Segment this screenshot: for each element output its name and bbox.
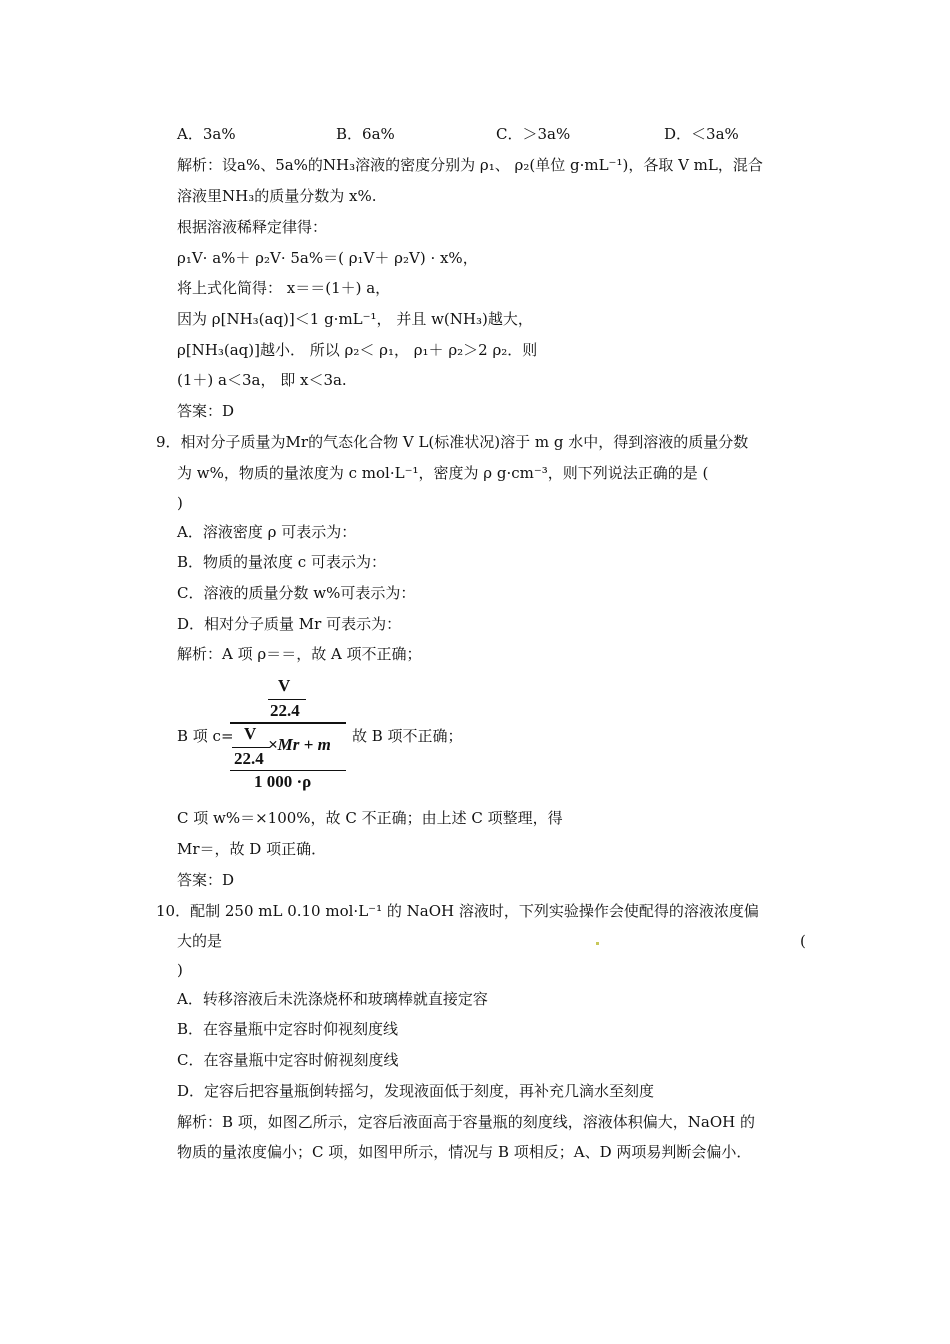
q9-analysis-d: Mr＝，故 D 项正确． [177, 840, 327, 858]
formula-inner-bar [268, 699, 306, 700]
q9-option-a: A．溶液密度 ρ 可表示为： [177, 523, 357, 541]
q9-stem-paren: ) [177, 494, 183, 512]
q8-option-c: C．＞3a% [496, 125, 571, 143]
formula-lower-bar [230, 770, 346, 771]
q8-analysis-line: (1＋) a＜3a， 即 x＜3a. [177, 371, 347, 389]
q10-option-b: B．在容量瓶中定容时仰视刻度线 [177, 1020, 399, 1038]
q10-option-c: C．在容量瓶中定容时俯视刻度线 [177, 1051, 399, 1069]
q9-analysis-b-suffix: 故 B 项不正确； [352, 727, 463, 745]
q10-analysis-line: 物质的量浓度偏小；C 项，如图甲所示，情况与 B 项相反；A、D 两项易判断会偏小． [177, 1143, 752, 1161]
formula-numerator-v: V [278, 676, 291, 695]
q10-stem-line: 大的是 [177, 932, 223, 950]
q8-analysis-line: 根据溶液稀释定律得： [177, 218, 328, 236]
q10-stem-line: 10．配制 250 mL 0.10 mol·L⁻¹ 的 NaOH 溶液时，下列实验操作会使配得的溶液浓度偏 [156, 902, 759, 920]
q10-analysis-line: 解析：B 项，如图乙所示，定容后液面高于容量瓶的刻度线，溶液体积偏大，NaOH 的 [177, 1113, 756, 1131]
q9-stem-line: 9．相对分子质量为Mr的气态化合物 V L(标准状况)溶于 m g 水中，得到溶液的质量分数 [156, 433, 749, 451]
q8-option-a: A．3a% [177, 125, 236, 143]
q9-analysis-a: 解析：A 项 ρ＝＝，故 A 项不正确； [177, 645, 422, 663]
q10-stem-paren-open: ( [800, 932, 806, 950]
concentration-formula [226, 676, 348, 794]
q9-stem-line: 为 w%，物质的量浓度为 c mol·L⁻¹，密度为 ρ g·cm⁻³，则下列说法正确的是 ( [177, 464, 709, 482]
q9-option-c: C．溶液的质量分数 w%可表示为： [177, 584, 416, 602]
q8-analysis-line: 将上式化简得： x＝＝(1＋) a， [177, 279, 391, 297]
q9-analysis-c: C 项 w%＝×100%，故 C 不正确；由上述 C 项整理，得 [177, 809, 563, 827]
q9-analysis-b-prefix: B 项 c= [177, 727, 234, 745]
q9-option-b: B．物质的量浓度 c 可表示为： [177, 553, 386, 571]
formula-denominator-inner-bar [232, 747, 270, 748]
q10-stem-paren-close: ) [177, 961, 183, 979]
q9-answer: 答案：D [177, 871, 235, 889]
q8-analysis-line: 溶液里NH₃的质量分数为 x%. [177, 187, 377, 205]
formula-denominator-v: V [244, 724, 257, 743]
q8-analysis-line: 解析：设a%、5a%的NH₃溶液的密度分别为 ρ₁、 ρ₂(单位 g·mL⁻¹)，各取 V mL，混合 [177, 156, 763, 174]
formula-numerator-22-4: 22.4 [270, 701, 300, 720]
q9-option-d: D．相对分子质量 Mr 可表示为： [177, 615, 402, 633]
q8-analysis-line: 因为 ρ[NH₃(aq)]＜1 g·mL⁻¹， 并且 w(NH₃)越大， [177, 310, 533, 328]
stray-dot-mark [596, 942, 599, 945]
formula-denominator-bottom: 1 000 ·ρ [254, 772, 312, 791]
q8-analysis-line: ρ₁V· a%＋ ρ₂V· 5a%＝( ρ₁V＋ ρ₂V) · x%， [177, 249, 478, 267]
q8-answer: 答案：D [177, 402, 235, 420]
formula-denominator-22-4: 22.4 [234, 749, 264, 768]
q10-option-a: A．转移溶液后未洗涤烧杯和玻璃棒就直接定容 [177, 990, 488, 1008]
formula-denominator-tail: ×Mr + m [268, 735, 331, 754]
q8-analysis-line: ρ[NH₃(aq)]越小． 所以 ρ₂＜ ρ₁， ρ₁＋ ρ₂＞2 ρ₂．则 [177, 341, 538, 359]
q8-option-b: B．6a% [336, 125, 395, 143]
q10-option-d: D．定容后把容量瓶倒转摇匀，发现液面低于刻度，再补充几滴水至刻度 [177, 1082, 655, 1100]
q8-option-d: D．＜3a% [664, 125, 739, 143]
